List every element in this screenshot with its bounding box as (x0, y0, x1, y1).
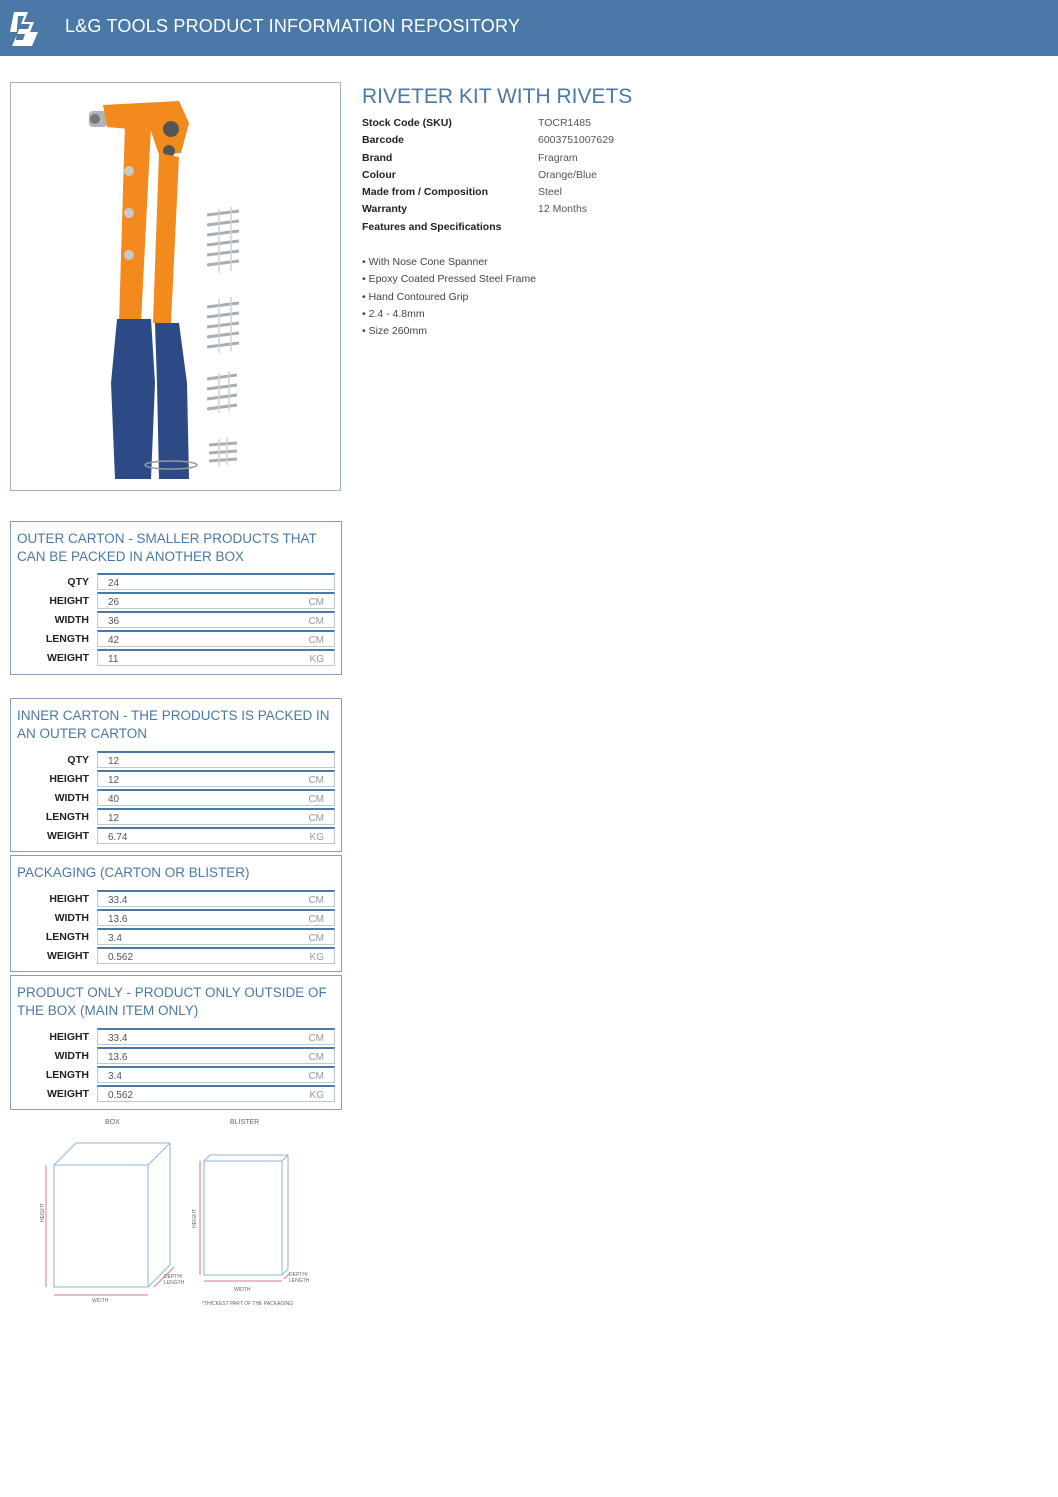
product-photo (10, 82, 341, 491)
row-unit: KG (309, 832, 324, 843)
value-field (97, 827, 335, 844)
spec-label: Barcode (362, 134, 405, 147)
row-value: 12 (108, 775, 120, 786)
value-field (97, 1085, 335, 1102)
spec-value: Fragram (538, 151, 578, 164)
spec-label: Made from / Composition (362, 186, 488, 199)
row-value: 13.6 (108, 914, 128, 925)
spec-label: Features and Specifications (362, 220, 502, 233)
dimension-row (11, 592, 343, 611)
value-field (97, 909, 335, 926)
spec-value: Steel (538, 186, 562, 199)
page-header (0, 0, 1058, 56)
width-label: WIDTH (234, 1287, 251, 1293)
row-label: LENGTH (45, 811, 89, 823)
row-unit: CM (308, 1071, 324, 1082)
dimension-row (11, 1028, 343, 1047)
value-field (97, 592, 335, 609)
dimension-row (11, 827, 343, 846)
product-title: RIVETER KIT WITH RIVETS (362, 85, 633, 108)
spec-value: Orange/Blue (538, 168, 597, 181)
dimension-row (11, 649, 343, 668)
row-unit: CM (308, 813, 324, 824)
thickest-part-note: *THICKEST PART OF THE PACKAGING (202, 1301, 294, 1307)
dimension-row (11, 573, 343, 592)
row-value: 3.4 (108, 1071, 122, 1082)
panel-title: PRODUCT ONLY - PRODUCT ONLY OUTSIDE OF THE BOX (MAIN ITEM ONLY) (17, 985, 327, 1018)
dimension-row (11, 909, 343, 928)
blister-diagram-label: BLISTER (230, 1119, 260, 1126)
row-label: WIDTH (54, 1050, 89, 1062)
dimension-row (11, 630, 343, 649)
row-value: 11 (108, 654, 119, 665)
feature-item: • 2.4 - 4.8mm (362, 307, 425, 320)
spec-label: Colour (362, 168, 396, 181)
row-label: WIDTH (54, 614, 89, 626)
value-field (97, 789, 335, 806)
row-label: WIDTH (54, 792, 89, 804)
box-diagram-label: BOX (105, 1119, 120, 1126)
panel-title: INNER CARTON - THE PRODUCTS IS PACKED IN AN OUTER CARTON (17, 708, 330, 741)
outer-carton-panel (10, 521, 342, 675)
dimension-row (11, 1066, 343, 1085)
packaging-panel (10, 855, 342, 972)
dimension-row (11, 890, 343, 909)
row-label: HEIGHT (49, 595, 89, 607)
row-label: HEIGHT (49, 1031, 89, 1043)
spec-label: Brand (362, 151, 393, 164)
product-only-panel (10, 975, 342, 1110)
value-field (97, 611, 335, 628)
width-label: WIDTH (92, 1298, 109, 1304)
value-field (97, 751, 335, 768)
dimension-row (11, 928, 343, 947)
row-label: QTY (67, 576, 89, 588)
row-value: 40 (108, 794, 120, 805)
row-unit: KG (309, 654, 324, 665)
value-field (97, 649, 335, 666)
height-label: HEIGHT (192, 1209, 198, 1228)
row-value: 24 (108, 578, 120, 589)
height-label: HEIGHT (40, 1203, 46, 1222)
value-field (97, 1047, 335, 1064)
lg-tools-logo-icon (8, 10, 44, 48)
box-blister-diagram (30, 1135, 340, 1315)
row-label: WEIGHT (47, 1088, 89, 1100)
row-unit: CM (308, 1052, 324, 1063)
inner-carton-panel (10, 698, 342, 852)
depth-length-label: DEPTH/ LENGTH (164, 1274, 185, 1286)
row-unit: CM (308, 597, 324, 608)
feature-item: • Size 260mm (362, 325, 427, 338)
dimension-row (11, 751, 343, 770)
value-field (97, 630, 335, 647)
value-field (97, 573, 335, 590)
dimension-row (11, 947, 343, 966)
spec-label: Stock Code (SKU) (362, 117, 452, 129)
depth-length-label: DEPTH/ LENGTH (289, 1272, 310, 1284)
riveter-illustration (11, 83, 342, 492)
row-unit: CM (308, 616, 324, 627)
row-unit: CM (308, 914, 324, 925)
row-unit: CM (308, 933, 324, 944)
row-label: QTY (67, 754, 89, 766)
row-value: 12 (108, 756, 120, 767)
row-value: 13.6 (108, 1052, 128, 1063)
row-unit: KG (309, 1090, 324, 1101)
dimension-row (11, 808, 343, 827)
dimension-row (11, 789, 343, 808)
row-unit: CM (308, 895, 324, 906)
row-unit: CM (308, 794, 324, 805)
row-value: 33.4 (108, 895, 128, 906)
row-label: HEIGHT (49, 773, 89, 785)
row-label: WEIGHT (47, 652, 89, 664)
feature-list (362, 256, 536, 342)
feature-item: • Hand Contoured Grip (362, 290, 469, 303)
row-label: WIDTH (54, 912, 89, 924)
row-label: HEIGHT (49, 893, 89, 905)
row-unit: CM (308, 635, 324, 646)
row-value: 36 (108, 616, 120, 627)
row-unit: CM (308, 775, 324, 786)
row-value: 0.562 (108, 1090, 134, 1101)
row-value: 12 (108, 813, 120, 824)
row-label: WEIGHT (47, 830, 89, 842)
value-field (97, 808, 335, 825)
row-value: 3.4 (108, 933, 122, 944)
row-label: LENGTH (45, 1069, 89, 1081)
dimension-row (11, 611, 343, 630)
row-value: 0.562 (108, 952, 134, 963)
row-value: 6.74 (108, 832, 128, 843)
value-field (97, 947, 335, 964)
dimension-row (11, 1085, 343, 1104)
header-title: L&G TOOLS PRODUCT INFORMATION REPOSITORY (65, 16, 521, 36)
panel-title: PACKAGING (CARTON OR BLISTER) (17, 865, 250, 880)
value-field (97, 770, 335, 787)
row-value: 33.4 (108, 1033, 128, 1044)
value-field (97, 890, 335, 907)
row-unit: CM (308, 1033, 324, 1044)
dimension-row (11, 770, 343, 789)
row-value: 42 (108, 635, 120, 646)
feature-item: • With Nose Cone Spanner (362, 256, 488, 268)
row-label: LENGTH (45, 633, 89, 645)
dimension-row (11, 1047, 343, 1066)
spec-label: Warranty (362, 203, 408, 216)
feature-item: • Epoxy Coated Pressed Steel Frame (362, 273, 537, 286)
value-field (97, 1028, 335, 1045)
spec-value: 6003751007629 (538, 134, 614, 147)
spec-value: TOCR1485 (538, 117, 591, 129)
value-field (97, 1066, 335, 1083)
row-unit: KG (309, 952, 324, 963)
row-label: LENGTH (45, 931, 89, 943)
row-label: WEIGHT (47, 950, 89, 962)
value-field (97, 928, 335, 945)
panel-title: OUTER CARTON - SMALLER PRODUCTS THAT CAN BE PACKED IN ANOTHER BOX (17, 531, 317, 564)
spec-value: 12 Months (538, 203, 588, 216)
row-value: 26 (108, 597, 120, 608)
